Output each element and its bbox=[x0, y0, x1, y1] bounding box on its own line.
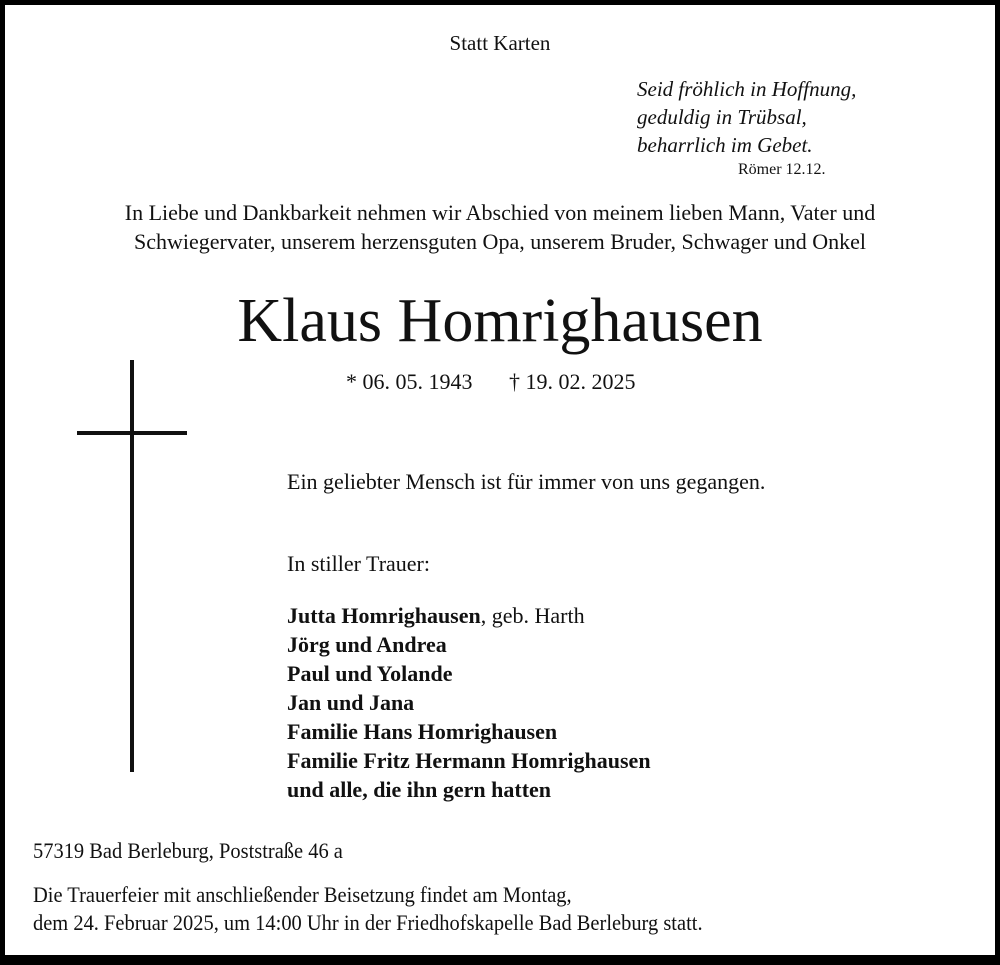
mourner-name: Paul und Yolande bbox=[287, 661, 453, 686]
birth-date: * 06. 05. 1943 bbox=[346, 369, 473, 394]
verse-line: geduldig in Trübsal, bbox=[637, 105, 807, 129]
cross-icon bbox=[130, 360, 134, 772]
deceased-name: Klaus Homrighausen bbox=[237, 287, 763, 355]
verse-line: beharrlich im Gebet. bbox=[637, 133, 813, 157]
address: 57319 Bad Berleburg, Poststraße 46 a bbox=[33, 838, 343, 863]
mourner-name: Jutta Homrighausen bbox=[287, 603, 481, 628]
mourner-name: Familie Hans Homrighausen bbox=[287, 719, 558, 744]
header-statt-karten: Statt Karten bbox=[449, 31, 551, 55]
mourner-name: Familie Fritz Hermann Homrighausen bbox=[287, 748, 651, 773]
message: Ein geliebter Mensch ist für immer von uns gegangen. bbox=[287, 469, 766, 494]
obituary-notice bbox=[5, 5, 995, 955]
intro-line: In Liebe und Dankbarkeit nehmen wir Abschied von meinem lieben Mann, Vater und bbox=[124, 200, 876, 225]
mourner-suffix: , geb. Harth bbox=[480, 603, 585, 628]
funeral-line: dem 24. Februar 2025, um 14:00 Uhr in der Friedhofskapelle Bad Berleburg statt. bbox=[33, 910, 703, 935]
funeral-line: Die Trauerfeier mit anschließender Beisetzung findet am Montag, bbox=[33, 882, 572, 907]
mourner-name: und alle, die ihn gern hatten bbox=[287, 777, 552, 802]
verse-reference: Römer 12.12. bbox=[738, 161, 826, 178]
mourner-name: Jörg und Andrea bbox=[287, 632, 447, 657]
cross-icon-bar bbox=[77, 431, 187, 435]
intro-line: Schwiegervater, unserem herzensguten Opa, unserem Bruder, Schwager und Onkel bbox=[134, 229, 866, 254]
death-date: † 19. 02. 2025 bbox=[509, 369, 636, 394]
mourner-name: Jan und Jana bbox=[287, 690, 415, 715]
mourning-label: In stiller Trauer: bbox=[287, 551, 430, 576]
verse-line: Seid fröhlich in Hoffnung, bbox=[637, 77, 857, 101]
